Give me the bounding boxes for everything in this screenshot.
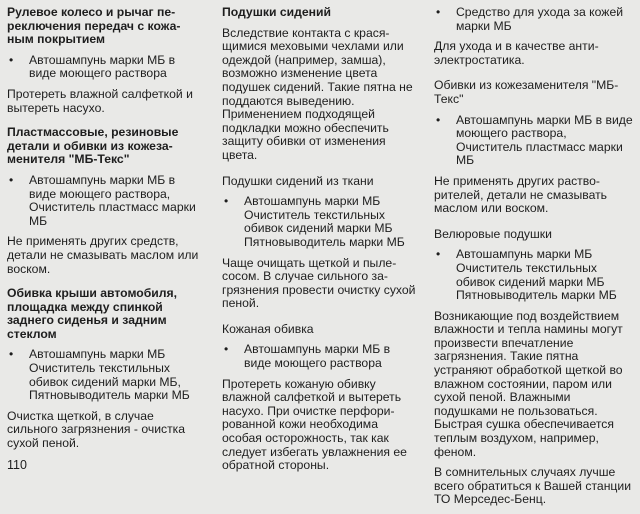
bullet-icon: •	[9, 347, 14, 362]
list-item: • Автошампунь марки МБ в виде моющего раствора, Очиститель пластмасс марки МБ	[9, 172, 196, 228]
product-list	[222, 195, 418, 249]
bullet-icon: •	[224, 194, 229, 209]
list-item: • Средство для ухода за кожей марки МБ	[436, 5, 624, 33]
product-list	[7, 54, 203, 81]
list-item: • Автошампунь марки МБ в виде моющего раствора, Очиститель пластмасс марки МБ	[436, 112, 633, 168]
instruction-text: Чаще очищать щеткой и пылесосом. В случае сильного загрязнения провести очистку сухой пеной.	[222, 255, 416, 311]
bullet-icon: •	[9, 172, 14, 187]
intro-text: Вследствие контакта с красящимися меховыми чехлами или одеждой (например, замша), возможно изменение цвета подушек сидений. Такие пятна не поддаются выведению. Применением подходящей подкладки можно обеспечить защиту обивки от изменения цвета.	[222, 25, 413, 162]
subsection-title-fabric: Подушки сидений из ткани	[222, 173, 374, 188]
bullet-icon: •	[224, 342, 229, 357]
section-title-seat-cushions: Подушки сидений	[222, 5, 331, 19]
product-list	[434, 6, 634, 33]
subsection-title-leather: Кожаная обивка	[222, 321, 314, 336]
product-list	[434, 248, 634, 302]
product-list	[7, 174, 203, 228]
bullet-icon: •	[436, 247, 441, 262]
product-list	[434, 114, 634, 168]
column-3	[434, 6, 634, 514]
instruction-text: Возникающие под воздействием влажности и тепла намины могут произвести впечатление загрязнения. Такие пятна устраняют обработкой щеткой во влажном состоянии, паром или сухой пеной. Влажными подушками не пользоваться. Быстрая сушка обеспечивается теплым воздухом, например, феном.	[434, 308, 623, 459]
subsection-title-velour: Велюровые подушки	[434, 226, 552, 241]
bullet-icon: •	[436, 5, 441, 19]
list-item: • Автошампунь марки МБ в виде моющего раствора	[224, 342, 391, 371]
section-title-plastic-parts: Пластмассовые, резиновые детали и обивки из кожезаменителя "МБ-Текс"	[7, 125, 179, 167]
column-1	[7, 6, 203, 458]
instruction-text: Протереть кожаную обивку влажной салфеткой и вытереть насухо. При очистке перфорированной кожи необходима особая осторожность, так как следует избегать увлажнения ее обратной стороны.	[222, 376, 407, 473]
note-text: В сомнительных случаях лучше всего обратиться к Вашей станции ТО Мерседес-Бенц.	[434, 465, 632, 507]
list-item: • Автошампунь марки МБ в виде моющего раствора	[9, 52, 176, 81]
instruction-text: Очистка щеткой, в случае сильного загрязнения - очистка сухой пеной.	[7, 408, 186, 451]
instruction-text: Не применять других растворителей, детали не смазывать маслом или воском.	[434, 173, 608, 216]
page-number: 110	[7, 458, 27, 472]
section-title-steering-wheel: Рулевое колесо и рычаг переключения передач с кожаным покрытием	[7, 5, 181, 47]
instruction-text: Для ухода и в качестве антиэлектростатика.	[434, 39, 599, 67]
product-list	[7, 348, 203, 402]
list-item: • Автошампунь марки МБ Очиститель текстильных обивок сидений марки МБ, Пятновыводитель марки МБ	[9, 347, 190, 403]
list-item: • Автошампунь марки МБ Очиститель текстильных обивок сидений марки МБ Пятновыводитель марки МБ	[224, 194, 405, 249]
bullet-icon: •	[436, 112, 441, 127]
bullet-icon: •	[9, 52, 14, 67]
subsection-title-mb-tex: Обивки из кожезаменителя "МБ-Текс"	[434, 78, 619, 106]
instruction-text: Не применять других средств, детали не смазывать маслом или воском.	[7, 234, 199, 276]
section-title-roof-lining: Обивка крыши автомобиля, площадка между спинкой заднего сиденья и задним стеклом	[7, 286, 178, 341]
product-list	[222, 343, 418, 370]
instruction-text: Протереть влажной салфеткой и вытереть насухо.	[7, 86, 193, 115]
column-2	[222, 6, 418, 480]
list-item: • Автошампунь марки МБ Очиститель текстильных обивок сидений марки МБ Пятновыводитель марки МБ	[436, 247, 617, 303]
